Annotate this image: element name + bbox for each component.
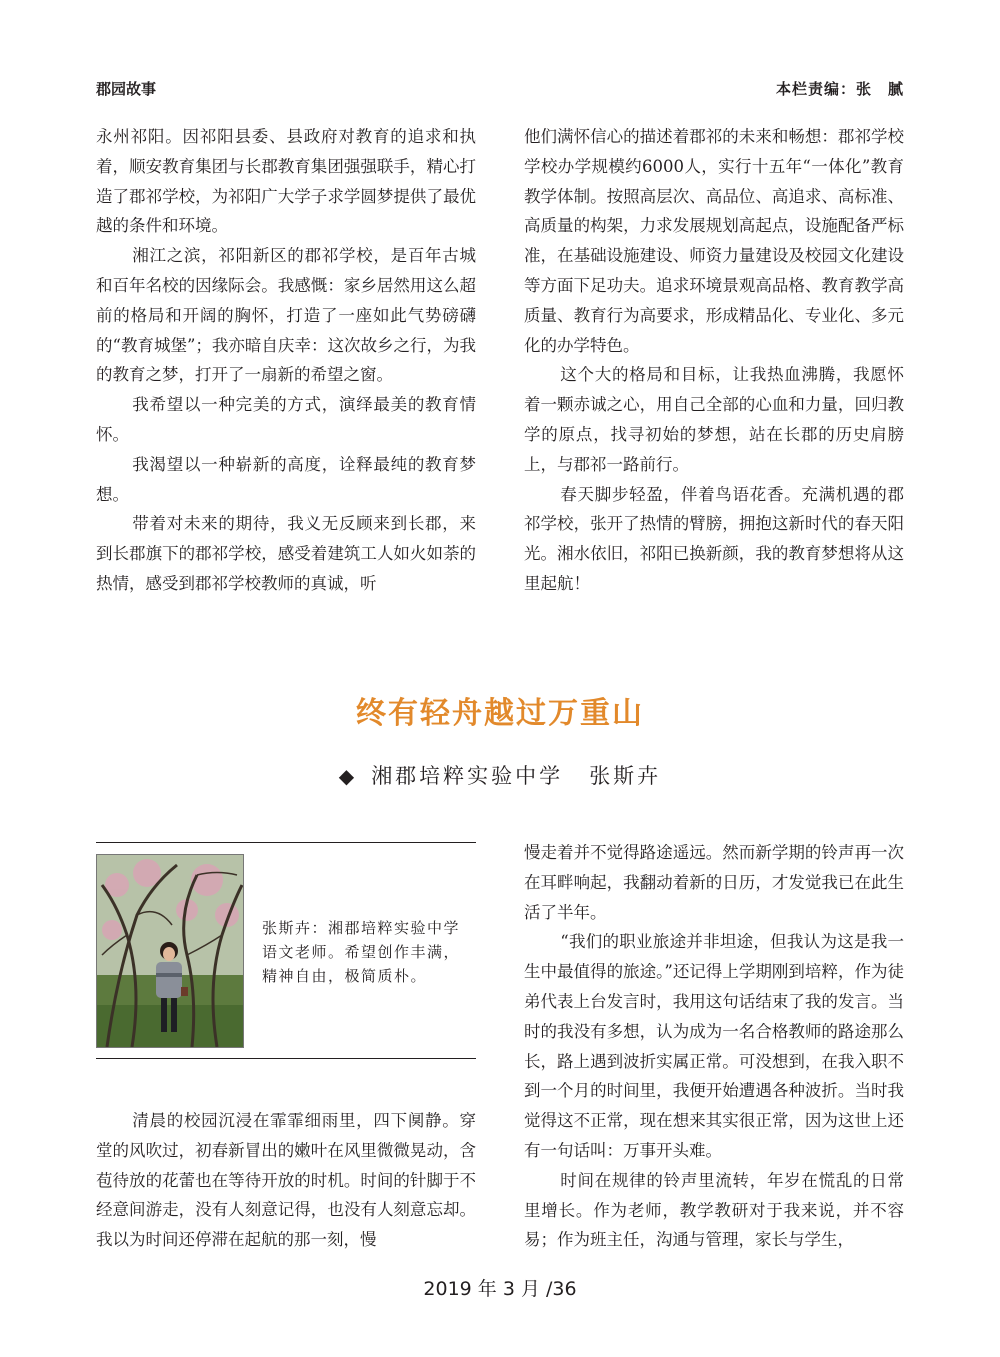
divider [96, 842, 476, 843]
bio-text: 湘郡培粹实验中学语文老师。希望创作丰满，精神自由，极简质朴。 [262, 919, 461, 985]
article2-column-left [96, 1106, 476, 1255]
article2-column-right [524, 838, 904, 1255]
paragraph: 清晨的校园沉浸在霏霏细雨里，四下阒静。穿堂的风吹过，初春新冒出的嫩叶在风里微微晃动，含苞待放的花蕾也在等待开放的时机。时间的针脚于不经意间游走，没有人刻意记得，也没有人刻意忘却。我以为时间还停滞在起航的那一刻，慢 [96, 1111, 476, 1250]
paragraph: 慢走着并不觉得路途遥远。然而新学期的铃声再一次在耳畔响起，我翻动着新的日历，才发觉我已在此生活了半年。 [524, 843, 904, 922]
paragraph: 带着对未来的期待，我义无反顾来到长郡，来到长郡旗下的郡祁学校，感受着建筑工人如火如荼的热情，感受到郡祁学校教师的真诚，听 [96, 514, 476, 593]
bio-name: 张斯卉： [262, 919, 329, 937]
article1-column-right [524, 122, 904, 599]
paragraph: 我希望以一种完美的方式，演绎最美的教育情怀。 [96, 395, 476, 444]
paragraph: 他们满怀信心的描述着郡祁的未来和畅想：郡祁学校学校办学规模约6000人，实行十五年“一体化”教育教学体制。按照高层次、高品位、高追求、高标准、高质量的构架，力求发展规划高起点，设施配备严标准，在基础设施建设、师资力量建设及校园文化建设等方面下足功夫。追求环境景观高品格、教育教学高质量、教育行为高要求，形成精品化、专业化、多元化的办学特色。 [524, 127, 904, 355]
editor-credit: 本栏责编：张 腻 [775, 80, 904, 98]
page-number: 2019 年 3 月 /36 [423, 1278, 577, 1300]
paragraph: 永州祁阳。因祁阳县委、县政府对教育的追求和执着，顺安教育集团与长郡教育集团强强联手，精心打造了郡祁学校，为祁阳广大学子求学圆梦提供了最优越的条件和环境。 [96, 127, 476, 236]
paragraph: 我渴望以一种崭新的高度，诠释最纯的教育梦想。 [96, 454, 476, 504]
paragraph: 这个大的格局和目标，让我热血沸腾，我愿怀着一颗赤诚之心，用自己全部的心血和力量，回归教学的原点，找寻初始的梦想，站在长郡的历史肩膀上，与郡祁一路前行。 [524, 365, 904, 474]
author-bio [262, 916, 468, 988]
article-title: 终有轻舟越过万重山 [356, 696, 644, 731]
author-school: 湘郡培粹实验中学 [371, 764, 564, 788]
paragraph: 湘江之滨，祁阳新区的郡祁学校，是百年古城和百年名校的因缘际会。我感慨：家乡居然用这么超前的格局和开阔的胸怀，打造了一座如此气势磅礴的“教育城堡”；我亦暗自庆幸：这次故乡之行，为我的教育之梦，打开了一扇新的希望之窗。 [96, 246, 476, 385]
divider [96, 1058, 476, 1059]
section-header: 郡园故事 [96, 80, 157, 98]
author-photo [96, 854, 244, 1048]
paragraph: 时间在规律的铃声里流转，年岁在慌乱的日常里增长。作为老师，教学教研对于我来说，并不容易；作为班主任，沟通与管理，家长与学生， [524, 1170, 904, 1250]
author-name: 张斯卉 [589, 764, 662, 788]
paragraph: 春天脚步轻盈，伴着鸟语花香。充满机遇的郡祁学校，张开了热情的臂膀，拥抱这新时代的春天阳光。湘水依旧，祁阳已换新颜，我的教育梦想将从这里起航！ [524, 484, 904, 593]
byline [0, 760, 1000, 790]
diamond-icon: ◆ [338, 764, 358, 788]
article1-column-left [96, 122, 476, 599]
paragraph: “我们的职业旅途并非坦途，但我认为这是我一生中最值得的旅途。”还记得上学期刚到培粹，作为徒弟代表上台发言时，我用这句话结束了我的发言。当时的我没有多想，认为成为一名合格教师的路途那么长，路上遇到波折实属正常。可没想到，在我入职不到一个月的时间里，我便开始遭遇各种波折。当时我觉得这不正常，现在想来其实很正常，因为这世上还有一句话叫：万事开头难。 [524, 932, 904, 1160]
